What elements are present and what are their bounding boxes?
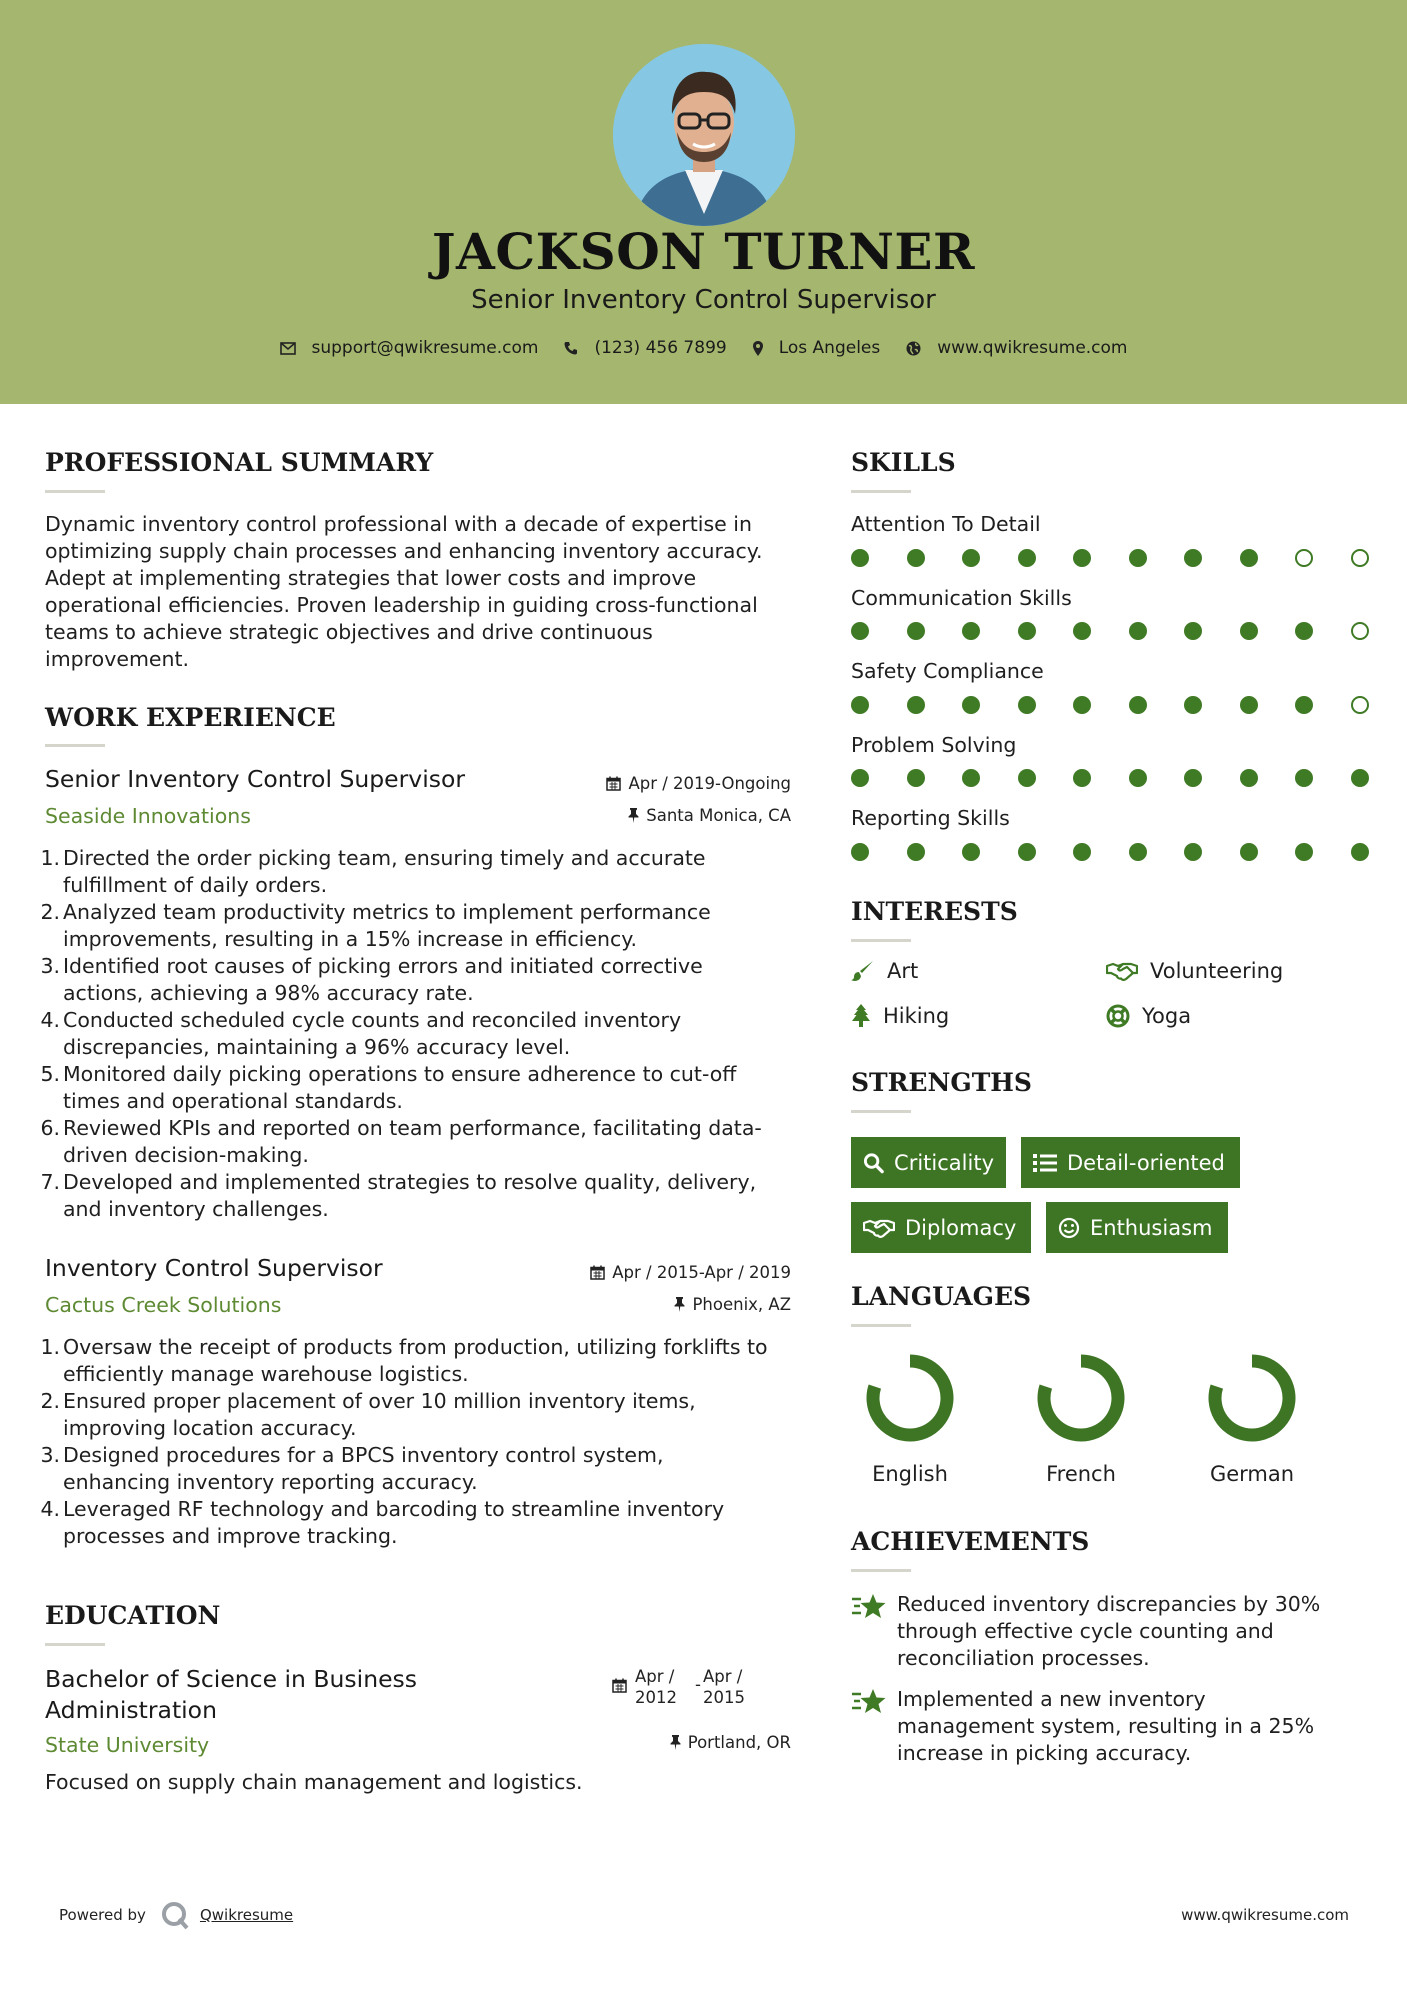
job-dates — [560, 774, 791, 793]
interest-label: Art — [887, 959, 919, 983]
search-icon — [863, 1152, 884, 1174]
strength-label: Detail-oriented — [1067, 1150, 1225, 1175]
skill-dot-empty — [1351, 549, 1369, 567]
skills-heading: SKILLS — [851, 448, 956, 477]
duty-number: 3. — [40, 954, 60, 978]
job-title: Inventory Control Supervisor — [45, 1254, 383, 1282]
summary-line: operational efficiencies. Proven leadership in guiding cross-functional — [45, 593, 758, 617]
duty-number: 4. — [40, 1497, 60, 1521]
duties-list — [40, 1334, 805, 1550]
handshake-icon — [1106, 961, 1138, 981]
job-location — [560, 1295, 791, 1314]
education-dates — [612, 1666, 745, 1708]
skill-dot-filled — [1240, 549, 1258, 567]
duty-line: efficiently manage warehouse logistics. — [63, 1362, 469, 1386]
achievement-line: through effective cycle counting and — [897, 1619, 1274, 1643]
education-note: Focused on supply chain management and logistics. — [45, 1770, 583, 1794]
skill-dot-filled — [851, 843, 869, 861]
skill-dot-filled — [851, 769, 869, 787]
skill-dot-filled — [1295, 696, 1313, 714]
skill-dot-filled — [1129, 769, 1147, 787]
duty-item — [40, 899, 805, 953]
candidate-name: JACKSON TURNER — [431, 222, 976, 281]
education-end-year: 2015 — [703, 1688, 745, 1707]
duty-line: and inventory challenges. — [63, 1197, 329, 1221]
skill-dot-filled — [907, 843, 925, 861]
education-rule — [45, 1643, 105, 1646]
strength-tag — [851, 1137, 1006, 1188]
language-item — [845, 1348, 975, 1486]
pushpin-icon — [674, 1297, 685, 1312]
skill-dot-filled — [1295, 769, 1313, 787]
duty-item — [40, 1496, 805, 1550]
candidate-role: Senior Inventory Control Supervisor — [471, 285, 936, 315]
skill-dot-empty — [1351, 622, 1369, 640]
skill-name: Problem Solving — [851, 733, 1017, 757]
strengths-heading: STRENGTHS — [851, 1068, 1032, 1097]
duty-number: 3. — [40, 1443, 60, 1467]
duty-line: Ensured proper placement of over 10 million inventory items, — [63, 1389, 696, 1413]
skill-dot-filled — [851, 696, 869, 714]
star-icon — [851, 1688, 887, 1716]
interest-label: Yoga — [1142, 1004, 1192, 1028]
degree-title — [45, 1664, 417, 1726]
skill-dot-filled — [851, 549, 869, 567]
skill-name: Safety Compliance — [851, 659, 1044, 683]
header-band — [0, 0, 1407, 404]
language-progress-arc — [1215, 1361, 1289, 1435]
experience-rule — [45, 744, 105, 747]
skill-dot-filled — [1240, 622, 1258, 640]
language-progress-ring — [1202, 1348, 1302, 1448]
skill-dot-filled — [1129, 843, 1147, 861]
achievement-line: Implemented a new inventory — [897, 1687, 1206, 1711]
skill-name: Communication Skills — [851, 586, 1072, 610]
duty-number: 2. — [40, 900, 60, 924]
languages-rule — [851, 1324, 911, 1327]
language-progress-ring — [1031, 1348, 1131, 1448]
skill-dot-filled — [962, 696, 980, 714]
achievement-line: Reduced inventory discrepancies by 30% — [897, 1592, 1321, 1616]
achievement-text — [897, 1686, 1314, 1767]
duty-line: fulfillment of daily orders. — [63, 873, 328, 897]
skill-dot-filled — [1018, 622, 1036, 640]
interest-label: Hiking — [883, 1004, 950, 1028]
map-pin-icon — [753, 341, 763, 356]
school-name: State University — [45, 1733, 210, 1757]
language-label: German — [1209, 1462, 1295, 1486]
calendar-icon — [612, 1678, 627, 1693]
tree-icon — [851, 1004, 871, 1028]
contact-website[interactable] — [906, 338, 1127, 358]
pushpin-icon — [628, 808, 639, 823]
duty-line: Identified root causes of picking errors and initiated corrective — [63, 954, 703, 978]
duty-item — [40, 1115, 805, 1169]
duty-item — [40, 953, 805, 1007]
skill-dot-filled — [907, 549, 925, 567]
pushpin-icon — [670, 1735, 681, 1750]
globe-icon — [906, 341, 921, 356]
skill-dot-filled — [1351, 843, 1369, 861]
skill-dot-filled — [1240, 696, 1258, 714]
language-item — [1187, 1348, 1317, 1486]
summary-line: Adept at implementing strategies that lower costs and improve — [45, 566, 697, 590]
summary-rule — [45, 490, 105, 493]
skill-rating — [851, 622, 1367, 642]
education-start — [635, 1666, 695, 1708]
strengths-rule — [851, 1110, 911, 1113]
duty-number: 2. — [40, 1389, 60, 1413]
language-progress-ring — [860, 1348, 960, 1448]
skill-dot-filled — [1240, 769, 1258, 787]
duty-number: 6. — [40, 1116, 60, 1140]
skill-dot-filled — [907, 696, 925, 714]
duty-line: processes and improve tracking. — [63, 1524, 398, 1548]
education-heading: EDUCATION — [45, 1601, 221, 1630]
duty-line: Oversaw the receipt of products from production, utilizing forklifts to — [63, 1335, 768, 1359]
footer-url[interactable]: www.qwikresume.com — [1181, 1906, 1349, 1924]
profile-photo — [613, 44, 795, 226]
language-label: French — [1046, 1462, 1116, 1486]
skill-name: Attention To Detail — [851, 512, 1041, 536]
skill-dot-filled — [1018, 696, 1036, 714]
skill-dot-filled — [851, 622, 869, 640]
interest-label: Volunteering — [1150, 959, 1284, 983]
duty-number: 1. — [40, 846, 60, 870]
star-icon — [851, 1593, 887, 1621]
duty-line: Conducted scheduled cycle counts and reconciled inventory — [63, 1008, 682, 1032]
strength-tag — [1021, 1137, 1240, 1188]
skill-dot-filled — [1184, 549, 1202, 567]
envelope-icon — [280, 342, 296, 355]
interests-heading: INTERESTS — [851, 897, 1018, 926]
contact-website-text: www.qwikresume.com — [937, 338, 1128, 358]
education-end — [703, 1666, 745, 1708]
summary-line: teams to achieve strategic objectives and drive continuous — [45, 620, 653, 644]
duty-line: discrepancies, maintaining a 96% accuracy level. — [63, 1035, 571, 1059]
qwikresume-logo-icon — [160, 1900, 190, 1930]
skill-dot-filled — [1018, 549, 1036, 567]
skill-dot-filled — [1073, 622, 1091, 640]
duty-line: actions, achieving a 98% accuracy rate. — [63, 981, 474, 1005]
job-title: Senior Inventory Control Supervisor — [45, 765, 466, 793]
contact-phone-text: (123) 456 7899 — [594, 338, 727, 358]
date-dash: - — [695, 1675, 701, 1694]
duty-line: improvements, resulting in a 15% increase in efficiency. — [63, 927, 637, 951]
job-dates-text: Apr / 2015-Apr / 2019 — [612, 1263, 791, 1282]
skill-dot-filled — [1073, 769, 1091, 787]
summary-heading: PROFESSIONAL SUMMARY — [45, 448, 434, 477]
language-progress-arc — [1044, 1361, 1118, 1435]
skill-dot-filled — [1295, 622, 1313, 640]
duty-line: Directed the order picking team, ensuring timely and accurate — [63, 846, 706, 870]
smile-icon — [1058, 1217, 1080, 1239]
language-item — [1016, 1348, 1146, 1486]
duty-line: Analyzed team productivity metrics to implement performance — [63, 900, 711, 924]
skill-rating — [851, 769, 1367, 789]
strength-label: Enthusiasm — [1090, 1215, 1213, 1240]
job-dates — [560, 1263, 791, 1282]
skill-dot-filled — [1184, 769, 1202, 787]
duty-number: 7. — [40, 1170, 60, 1194]
duties-list — [40, 845, 805, 1223]
duty-line: improving location accuracy. — [63, 1416, 357, 1440]
duty-line: times and operational standards. — [63, 1089, 403, 1113]
contact-email-text: support@qwikresume.com — [311, 338, 539, 358]
duty-line: Designed procedures for a BPCS inventory control system, — [63, 1443, 664, 1467]
education-start-month: Apr / — [635, 1667, 675, 1686]
interest-item — [851, 1004, 949, 1028]
company-name: Cactus Creek Solutions — [45, 1293, 282, 1317]
duty-item — [40, 1388, 805, 1442]
skill-dot-filled — [1073, 843, 1091, 861]
languages-heading: LANGUAGES — [851, 1282, 1032, 1311]
education-end-month: Apr / — [703, 1667, 743, 1686]
skill-rating — [851, 696, 1367, 716]
job-dates-text: Apr / 2019-Ongoing — [628, 774, 791, 793]
interest-item — [1106, 1004, 1191, 1028]
skill-dot-filled — [1129, 622, 1147, 640]
skill-rating — [851, 843, 1367, 863]
duty-item — [40, 845, 805, 899]
skill-dot-filled — [1295, 843, 1313, 861]
achievement-line: increase in picking accuracy. — [897, 1741, 1192, 1765]
duty-line: Reviewed KPIs and reported on team performance, facilitating data- — [63, 1116, 762, 1140]
duty-item — [40, 1169, 805, 1223]
education-start-year: 2012 — [635, 1688, 677, 1707]
achievement-item — [851, 1591, 1331, 1672]
skill-dot-filled — [962, 622, 980, 640]
duty-number: 4. — [40, 1008, 60, 1032]
skill-dot-filled — [1184, 622, 1202, 640]
duty-item — [40, 1442, 805, 1496]
duty-line: Leveraged RF technology and barcoding to streamline inventory — [63, 1497, 725, 1521]
skill-dot-filled — [1184, 696, 1202, 714]
calendar-icon — [606, 776, 621, 791]
contact-email[interactable] — [280, 338, 539, 358]
job-location-text: Phoenix, AZ — [692, 1295, 791, 1314]
strength-tag — [1046, 1202, 1228, 1253]
skill-dot-filled — [1018, 843, 1036, 861]
job-location-text: Santa Monica, CA — [646, 806, 791, 825]
list-icon — [1033, 1154, 1057, 1172]
education-location — [560, 1733, 791, 1752]
company-name: Seaside Innovations — [45, 804, 251, 828]
skill-dot-filled — [1240, 843, 1258, 861]
summary-line: improvement. — [45, 647, 190, 671]
skill-dot-filled — [1073, 696, 1091, 714]
skill-dot-filled — [1129, 696, 1147, 714]
skill-dot-filled — [1184, 843, 1202, 861]
skill-dot-filled — [1129, 549, 1147, 567]
phone-icon — [564, 341, 578, 355]
skill-dot-filled — [962, 843, 980, 861]
skill-dot-filled — [962, 769, 980, 787]
skill-dot-filled — [907, 622, 925, 640]
achievements-heading: ACHIEVEMENTS — [851, 1527, 1090, 1556]
language-label: English — [872, 1462, 948, 1486]
contact-phone[interactable] — [564, 338, 726, 358]
job-location — [560, 806, 791, 825]
strength-tag — [851, 1202, 1031, 1253]
skill-dot-filled — [1351, 769, 1369, 787]
achievement-line: reconciliation processes. — [897, 1646, 1150, 1670]
handshake-icon — [863, 1218, 895, 1238]
duty-line: enhancing inventory reporting accuracy. — [63, 1470, 478, 1494]
achievement-line: management system, resulting in a 25% — [897, 1714, 1315, 1738]
interest-item — [1106, 959, 1283, 983]
contact-location-text: Los Angeles — [778, 338, 881, 358]
experience-heading: WORK EXPERIENCE — [45, 703, 336, 732]
education-location-text: Portland, OR — [687, 1733, 791, 1752]
summary-line: Dynamic inventory control professional with a decade of expertise in — [45, 512, 752, 536]
duty-number: 5. — [40, 1062, 60, 1086]
footer-powered-by — [59, 1900, 293, 1930]
contact-bar — [0, 338, 1407, 358]
duty-line: Developed and implemented strategies to resolve quality, delivery, — [63, 1170, 757, 1194]
duty-line: driven decision-making. — [63, 1143, 309, 1167]
strength-label: Diplomacy — [905, 1215, 1017, 1240]
degree-line: Administration — [45, 1696, 217, 1724]
skill-dot-empty — [1351, 696, 1369, 714]
summary-text — [45, 511, 805, 673]
degree-line: Bachelor of Science in Business — [45, 1665, 418, 1693]
paintbrush-icon — [851, 960, 875, 982]
skill-rating — [851, 549, 1367, 569]
skill-dot-filled — [1073, 549, 1091, 567]
skill-dot-filled — [907, 769, 925, 787]
achievement-text — [897, 1591, 1320, 1672]
achievements-rule — [851, 1569, 911, 1572]
powered-by-text: Powered by — [59, 1906, 146, 1924]
lifebuoy-icon — [1106, 1004, 1130, 1028]
skill-dot-filled — [962, 549, 980, 567]
contact-location — [753, 338, 881, 358]
skills-rule — [851, 490, 911, 493]
duty-number: 1. — [40, 1335, 60, 1359]
strength-label: Criticality — [894, 1150, 994, 1175]
skill-dot-empty — [1295, 549, 1313, 567]
interests-rule — [851, 939, 911, 942]
achievement-item — [851, 1686, 1331, 1767]
skill-dot-filled — [1018, 769, 1036, 787]
skill-name: Reporting Skills — [851, 806, 1010, 830]
summary-line: optimizing supply chain processes and enhancing inventory accuracy. — [45, 539, 763, 563]
duty-item — [40, 1007, 805, 1061]
calendar-icon — [590, 1265, 605, 1280]
duty-item — [40, 1061, 805, 1115]
footer-brand-link[interactable]: Qwikresume — [199, 1906, 294, 1924]
duty-line: Monitored daily picking operations to ensure adherence to cut-off — [63, 1062, 737, 1086]
interest-item — [851, 959, 918, 983]
language-progress-arc — [873, 1361, 947, 1435]
duty-item — [40, 1334, 805, 1388]
